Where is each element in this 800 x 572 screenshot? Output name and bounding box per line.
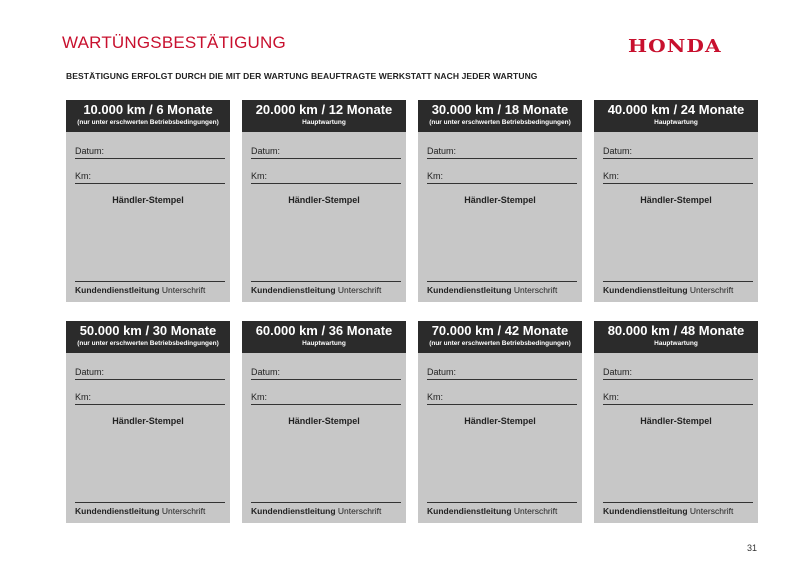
dealer-stamp-label: Händler-Stempel	[288, 195, 360, 205]
card-note: (nur unter erschwerten Betriebsbedingungen)	[429, 119, 571, 126]
card-note: Hauptwartung	[302, 119, 346, 126]
card-note: (nur unter erschwerten Betriebsbedingungen)	[429, 340, 571, 347]
card-header	[66, 100, 230, 132]
dealer-stamp-label: Händler-Stempel	[464, 195, 536, 205]
card-title: 20.000 km / 12 Monate	[255, 102, 393, 117]
date-field[interactable]: Datum:	[427, 146, 577, 159]
signature-word: Unterschrift	[689, 285, 734, 295]
maintenance-card	[418, 321, 582, 523]
signature-role: Kundendienstleitung	[427, 285, 512, 295]
card-note: Hauptwartung	[654, 340, 698, 347]
card-note: Hauptwartung	[654, 119, 698, 126]
signature-label	[427, 506, 557, 516]
signature-label	[603, 285, 733, 295]
signature-word: Unterschrift	[513, 285, 558, 295]
signature-line[interactable]	[427, 502, 577, 503]
card-title: 70.000 km / 42 Monate	[431, 323, 569, 338]
signature-word: Unterschrift	[689, 506, 734, 516]
signature-line[interactable]	[603, 502, 753, 503]
signature-line[interactable]	[603, 281, 753, 282]
signature-word: Unterschrift	[161, 506, 206, 516]
signature-role: Kundendienstleitung	[251, 285, 336, 295]
signature-label	[75, 285, 205, 295]
card-note: Hauptwartung	[302, 340, 346, 347]
km-field[interactable]: Km:	[75, 392, 225, 405]
dealer-stamp-label: Händler-Stempel	[112, 195, 184, 205]
card-header	[242, 100, 406, 132]
signature-label	[251, 285, 381, 295]
card-title: 50.000 km / 30 Monate	[79, 323, 217, 338]
maintenance-card	[242, 100, 406, 302]
signature-role: Kundendienstleitung	[603, 285, 688, 295]
card-header	[418, 321, 582, 353]
maintenance-grid	[66, 100, 758, 523]
date-field[interactable]: Datum:	[427, 367, 577, 380]
signature-role: Kundendienstleitung	[603, 506, 688, 516]
dealer-stamp-label: Händler-Stempel	[288, 416, 360, 426]
page-title: WARTÜNGSBESTÄTIGUNG	[62, 33, 286, 52]
card-header	[242, 321, 406, 353]
signature-line[interactable]	[75, 502, 225, 503]
maintenance-card	[242, 321, 406, 523]
signature-line[interactable]	[251, 281, 401, 282]
dealer-stamp-label: Händler-Stempel	[464, 416, 536, 426]
date-field[interactable]: Datum:	[75, 146, 225, 159]
card-title: 60.000 km / 36 Monate	[255, 323, 393, 338]
maintenance-card	[66, 321, 230, 523]
signature-label	[427, 285, 557, 295]
date-field[interactable]: Datum:	[75, 367, 225, 380]
maintenance-card	[594, 321, 758, 523]
maintenance-card	[66, 100, 230, 302]
signature-word: Unterschrift	[337, 506, 382, 516]
signature-role: Kundendienstleitung	[75, 506, 160, 516]
card-title: 80.000 km / 48 Monate	[607, 323, 745, 338]
card-title: 30.000 km / 18 Monate	[431, 102, 569, 117]
card-header	[66, 321, 230, 353]
km-field[interactable]: Km:	[427, 171, 577, 184]
maintenance-card	[594, 100, 758, 302]
km-field[interactable]: Km:	[603, 392, 753, 405]
page-subtitle: BESTÄTIGUNG ERFOLGT DURCH DIE MIT DER WARTUNG BEAUFTRAGTE WERKSTATT NACH JEDER WARTUNG	[66, 71, 538, 81]
dealer-stamp-label: Händler-Stempel	[112, 416, 184, 426]
date-field[interactable]: Datum:	[251, 146, 401, 159]
km-field[interactable]: Km:	[251, 392, 401, 405]
card-title: 40.000 km / 24 Monate	[607, 102, 745, 117]
card-header	[594, 100, 758, 132]
signature-role: Kundendienstleitung	[427, 506, 512, 516]
signature-label	[251, 506, 381, 516]
signature-line[interactable]	[251, 502, 401, 503]
date-field[interactable]: Datum:	[603, 367, 753, 380]
dealer-stamp-label: Händler-Stempel	[640, 416, 712, 426]
page-number: 31	[747, 543, 758, 553]
signature-role: Kundendienstleitung	[75, 285, 160, 295]
card-header	[594, 321, 758, 353]
km-field[interactable]: Km:	[75, 171, 225, 184]
signature-label	[603, 506, 733, 516]
km-field[interactable]: Km:	[603, 171, 753, 184]
date-field[interactable]: Datum:	[603, 146, 753, 159]
signature-word: Unterschrift	[337, 285, 382, 295]
date-field[interactable]: Datum:	[251, 367, 401, 380]
card-header	[418, 100, 582, 132]
km-field[interactable]: Km:	[251, 171, 401, 184]
maintenance-card	[418, 100, 582, 302]
signature-word: Unterschrift	[513, 506, 558, 516]
signature-word: Unterschrift	[161, 285, 206, 295]
signature-label	[75, 506, 205, 516]
honda-logo: HONDA	[628, 36, 722, 57]
card-note: (nur unter erschwerten Betriebsbedingungen)	[77, 340, 219, 347]
dealer-stamp-label: Händler-Stempel	[640, 195, 712, 205]
signature-line[interactable]	[427, 281, 577, 282]
km-field[interactable]: Km:	[427, 392, 577, 405]
card-title: 10.000 km / 6 Monate	[83, 102, 213, 117]
signature-line[interactable]	[75, 281, 225, 282]
signature-role: Kundendienstleitung	[251, 506, 336, 516]
card-note: (nur unter erschwerten Betriebsbedingungen)	[77, 119, 219, 126]
